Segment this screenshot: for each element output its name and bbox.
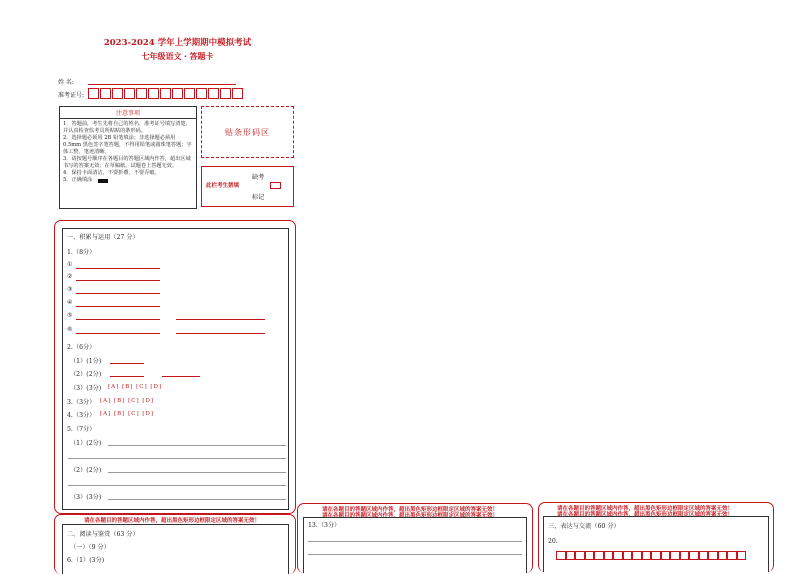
q1-item-2: ② [67, 273, 73, 280]
essay-grid-cell[interactable] [594, 551, 604, 560]
absent-mark-label: 标记 [252, 194, 265, 201]
q1-answer-line[interactable] [76, 268, 160, 269]
notice-item: 2．选择题必须用 2B 铅笔填涂；非选择题必须用 0.5mm 黑色签字笔答题，不得用铅笔或圆珠笔答题；字体工整、笔迹清晰。 [63, 135, 192, 155]
section3-title: 三、表达与交流（60 分） [548, 523, 620, 530]
essay-grid-cell[interactable] [585, 551, 595, 560]
essay-grid-cell[interactable] [556, 551, 566, 560]
id-digit-cell[interactable] [88, 88, 99, 99]
q2-1-label: （1）(1分) [70, 358, 102, 365]
q4-choices[interactable]: [A] [B] [C] [D] [100, 411, 155, 417]
name-field[interactable] [88, 84, 236, 85]
essay-grid-cell[interactable] [651, 551, 661, 560]
q2-1-answer-line[interactable] [110, 363, 144, 364]
id-digit-cell[interactable] [184, 88, 195, 99]
id-digit-cell[interactable] [136, 88, 147, 99]
q1-item-6: ⑥ [67, 326, 73, 333]
essay-grid-cell[interactable] [661, 551, 671, 560]
q5-3-answer-line[interactable] [108, 499, 286, 500]
q5-label: 5.（7分） [67, 426, 96, 433]
q2-label: 2.（6分） [67, 344, 96, 351]
id-digit-cell[interactable] [160, 88, 171, 99]
q1-answer-line[interactable] [76, 293, 160, 294]
q1-answer-line[interactable] [176, 333, 265, 334]
q1-item-4: ④ [67, 299, 73, 306]
id-digit-cell[interactable] [148, 88, 159, 99]
boundary-warning: 请在各题目的答题区域内作答，超出黑色矩形边框限定区域的答案无效！ [322, 507, 499, 513]
essay-grid-row[interactable] [556, 551, 746, 560]
barcode-area: 贴条形码区 [201, 106, 294, 158]
q2-2-label: （2）(2分) [70, 371, 102, 378]
q13-label: 13.（3分） [308, 522, 341, 529]
q5-2-answer-line[interactable] [68, 485, 286, 486]
id-digit-cell[interactable] [232, 88, 243, 99]
q1-item-5: ⑤ [67, 312, 73, 319]
notice-item: 3．请按题号顺序在各题目的答题区域内作答，超出区域书写的答案无效；在草稿纸、试题卷上答题无效。 [63, 156, 191, 169]
section1-title: 一、积累与运用（27 分） [67, 234, 139, 241]
boundary-warning: 请在各题目的答题区域内作答，超出黑色矩形边框限定区域的答案无效！ [557, 506, 734, 512]
q5-1-answer-line[interactable] [108, 445, 286, 446]
q5-2-answer-line[interactable] [108, 472, 286, 473]
id-digit-cell[interactable] [172, 88, 183, 99]
q2-3-label: （3）(3分) [70, 385, 102, 392]
essay-grid-cell[interactable] [566, 551, 576, 560]
section2-sub-title: （一）（9 分） [70, 544, 110, 551]
q4-label: 4.（3分） [67, 412, 96, 419]
q6-label: 6.（1）(3分) [67, 557, 105, 564]
id-digit-cell[interactable] [196, 88, 207, 99]
q3-choices[interactable]: [A] [B] [C] [D] [100, 398, 155, 404]
essay-grid-cell[interactable] [613, 551, 623, 560]
essay-grid-cell[interactable] [708, 551, 718, 560]
id-number-grid[interactable] [88, 88, 244, 99]
id-digit-cell[interactable] [100, 88, 111, 99]
boundary-warning: 请在各题目的答题区域内作答，超出黑色矩形边框限定区域的答案无效！ [84, 518, 261, 524]
section2-title: 二、阅读与鉴赏（63 分） [67, 531, 139, 538]
essay-grid-cell[interactable] [689, 551, 699, 560]
q5-2-label: （2）(2分) [70, 467, 102, 474]
q1-item-3: ③ [67, 286, 73, 293]
q1-answer-line[interactable] [76, 333, 160, 334]
boundary-warning: 请在各题目的答题区域内作答，超出黑色矩形边框限定区域的答案无效！ [557, 512, 734, 518]
absent-mark-box [201, 166, 294, 207]
essay-grid-cell[interactable] [670, 551, 680, 560]
id-digit-cell[interactable] [208, 88, 219, 99]
essay-grid-cell[interactable] [718, 551, 728, 560]
absent-forbidden-label: 此栏考生禁填 [206, 183, 240, 189]
q5-1-answer-line[interactable] [68, 458, 286, 459]
q1-label: 1.（8分） [67, 249, 96, 256]
q1-answer-line[interactable] [76, 306, 160, 307]
notice-box [59, 106, 197, 209]
essay-grid-cell[interactable] [699, 551, 709, 560]
exam-subtitle: 七年级语文・答题卡 [141, 51, 214, 61]
q20-label: 20. [548, 538, 558, 545]
name-label: 姓 名: [58, 79, 74, 86]
essay-grid-cell[interactable] [737, 551, 747, 560]
absent-checkbox[interactable] [270, 182, 281, 189]
id-label: 准考证号: [58, 92, 85, 99]
q13-answer-line[interactable] [308, 541, 522, 542]
essay-grid-cell[interactable] [632, 551, 642, 560]
q5-1-label: （1）(2分) [70, 440, 102, 447]
q3-label: 3.（3分） [67, 399, 96, 406]
essay-grid-cell[interactable] [727, 551, 737, 560]
q5-3-label: （3）(3分) [70, 494, 102, 501]
essay-grid-cell[interactable] [680, 551, 690, 560]
essay-grid-cell[interactable] [604, 551, 614, 560]
q1-answer-line[interactable] [76, 319, 160, 320]
q1-item-1: ① [67, 261, 73, 268]
notice-title: 注意事项 [60, 108, 196, 119]
q13-answer-line[interactable] [308, 554, 522, 555]
notice-item: 5．正确填涂 [63, 177, 93, 183]
q2-3-choices[interactable]: [A] [B] [C] [D] [108, 384, 163, 390]
id-digit-cell[interactable] [112, 88, 123, 99]
boundary-warning: 请在各题目的答题区域内作答，超出黑色矩形边框限定区域的答案无效！ [322, 513, 499, 519]
notice-item: 4．保持卡面清洁，不要折叠、不要弄破。 [63, 170, 160, 176]
q2-2-answer-line[interactable] [162, 376, 200, 377]
notice-item: 1．答题前，考生先将自己的姓名、准考证号填写清楚，并认真检查监考员所粘贴的条形码。 [63, 121, 191, 134]
filled-example-icon [98, 179, 108, 183]
essay-grid-cell[interactable] [575, 551, 585, 560]
exam-title: 2023-2024 学年上学期期中模拟考试 [103, 38, 252, 48]
essay-grid-cell[interactable] [642, 551, 652, 560]
id-digit-cell[interactable] [220, 88, 231, 99]
id-digit-cell[interactable] [124, 88, 135, 99]
essay-grid-cell[interactable] [623, 551, 633, 560]
q2-2-answer-line[interactable] [110, 376, 144, 377]
notice-list [63, 121, 193, 184]
q1-answer-line[interactable] [76, 280, 160, 281]
absent-label: 缺考 [252, 174, 265, 181]
q1-answer-line[interactable] [176, 319, 265, 320]
